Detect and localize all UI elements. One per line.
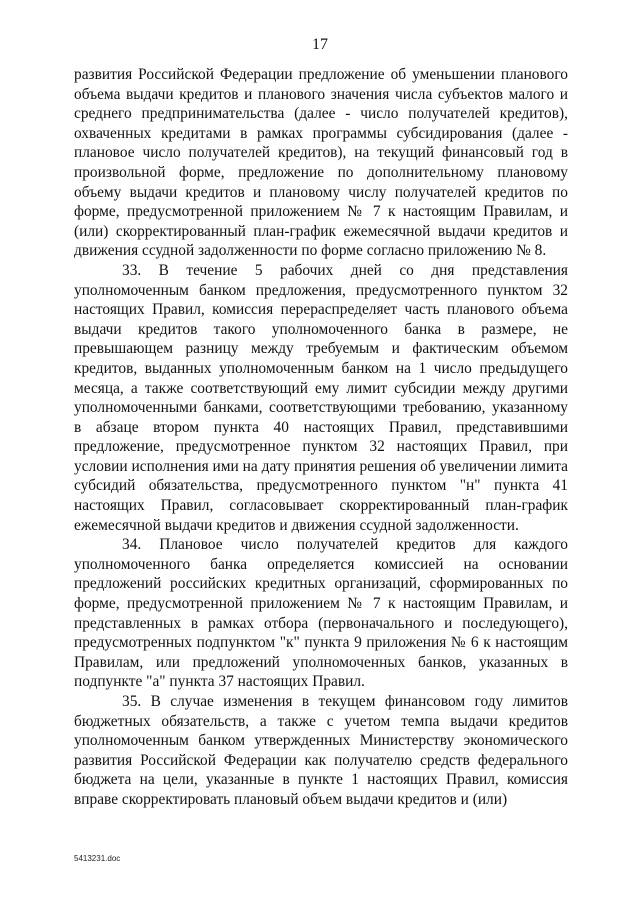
paragraph-34: 34. Плановое число получателей кредитов для каждого уполномоченного банка определяется комиссией на основании предложений российских кредитных организаций, сформированных по форме, предусмотренной приложением № 7 к настоящим Правилам, и представленных в рамках отбора (первоначального и последующего), предусмотренных подпунктом "к" пункта 9 приложения № 6 к настоящим Правилам, или предложений уполномоченных банков, указанных в подпункте "а" пункта 37 настоящих Правил.	[74, 536, 568, 691]
paragraph-33: 33. В течение 5 рабочих дней со дня представления уполномоченным банком предложения, предусмотренного пунктом 32 настоящих Правил, комиссия перераспределяет часть планового объема выдачи кредитов такого уполномоченного банка в размере, не превышающем разницу между требуемым и фактическим объемом кредитов, выданных уполномоченным банком на 1 число предыдущего месяца, а также соответствующий ему лимит субсидии между другими уполномоченными банками, соответствующими требованию, указанному в абзаце втором пункта 40 настоящих Правил, представившими предложение, предусмотренное пунктом 32 настоящих Правил, при условии исполнения ими на дату принятия решения об увеличении лимита субсидий обязательства, предусмотренного пунктом "н" пункта 41 настоящих Правил, согласовывает скорректированный план-график ежемесячной выдачи кредитов и движения ссудной задолженности.	[74, 261, 568, 534]
paragraph-35: 35. В случае изменения в текущем финансовом году лимитов бюджетных обязательств, а также с учетом темпа выдачи кредитов уполномоченным банком утвержденных Министерству экономического развития Российской Федерации как получателю средств федерального бюджета на цели, указанные в пункте 1 настоящих Правил, комиссия вправе скорректировать плановый объем выдачи кредитов и (или)	[74, 693, 568, 808]
footer-doc-id: 5413231.doc	[74, 854, 121, 863]
paragraph-continuation: развития Российской Федерации предложение об уменьшении планового объема выдачи кредитов и планового значения числа субъектов малого и среднего предпринимательства (далее - число получателей кредитов), охваченных кредитами в рамках программы субсидирования (далее - плановое число получателей кредитов), на текущий финансовый год в произвольной форме, предложение по дополнительному плановому объему выдачи кредитов и плановому числу получателей кредитов по форме, предусмотренной приложением № 7 к настоящим Правилам, и (или) скорректированный план-график ежемесячной выдачи кредитов и движения ссудной задолженности по форме согласно приложению № 8.	[74, 66, 568, 260]
document-body	[74, 65, 568, 810]
page-number: 17	[312, 36, 328, 53]
